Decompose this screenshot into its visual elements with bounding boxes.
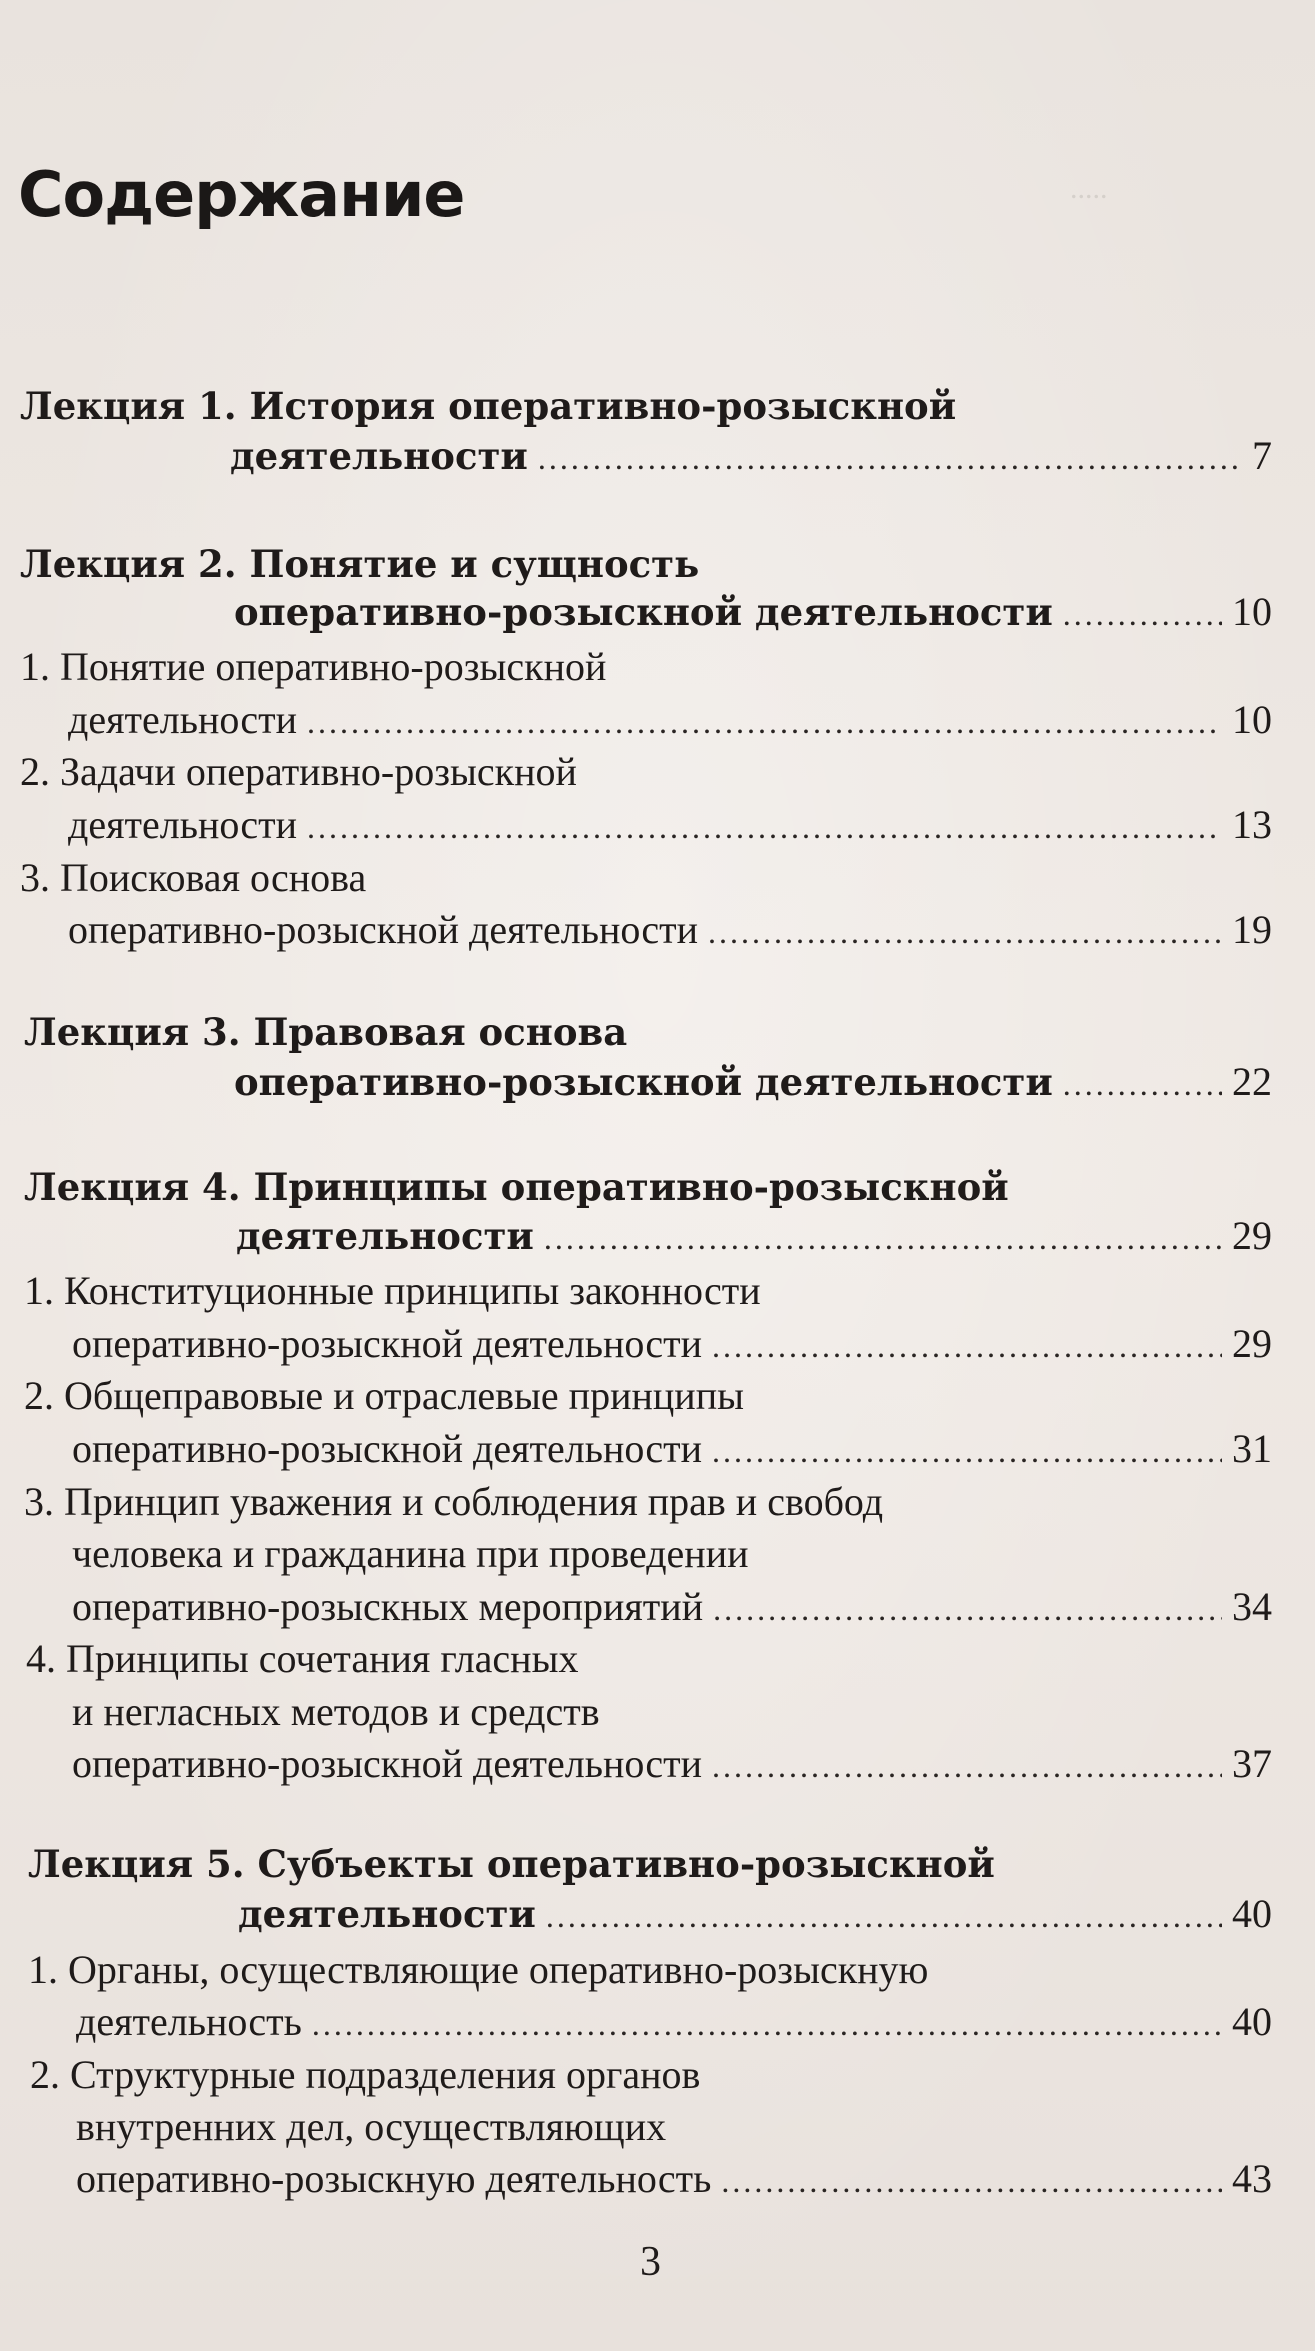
entry-text: оперативно-розыскной деятельности [72,1741,703,1786]
toc-entry-lecture-4-line1: Лекция 4. Принципы оперативно-розыскной [24,1165,1009,1209]
toc-entry-5-2-line2: внутренних дел, осуществляющих [76,2104,667,2149]
toc-entry-5-2-line3 [76,2153,1272,2207]
page-ref: 13 [1232,802,1272,847]
dot-leader [712,1425,1222,1477]
dot-leader [312,1998,1222,2050]
entry-text: оперативно-розыскной деятельности [234,590,1053,634]
entry-text: оперативно-розыскной деятельности [72,1426,703,1471]
page-number: 3 [640,2239,661,2285]
page-ref: 10 [1232,589,1272,634]
toc-entry-2-2-line2 [68,799,1272,853]
page-ref: 22 [1232,1059,1272,1104]
toc-entry-4-3-line1: 3. Принцип уважения и соблюдения прав и свобод [24,1479,884,1524]
toc-entry-4-4-line3 [72,1738,1272,1792]
entry-text: деятельности [68,802,297,847]
entry-text: деятельности [68,697,297,742]
page-ref: 34 [1232,1584,1272,1629]
toc-entry-2-1-line2 [68,694,1272,748]
dot-leader [307,696,1222,748]
toc-entry-lecture-1-line2 [230,430,1272,484]
page-ref: 29 [1232,1321,1272,1366]
entry-text: оперативно-розыскную деятельность [76,2156,712,2201]
toc-entry-2-1-line1: 1. Понятие оперативно-розыскной [20,644,607,689]
entry-text: деятельности [230,434,528,478]
toc-entry-4-1-line1: 1. Конституционные принципы законности [24,1268,761,1313]
toc-entry-4-2-line1: 2. Общеправовые и отраслевые принципы [24,1373,744,1418]
entry-text: деятельности [238,1892,536,1936]
dot-leader [546,1890,1222,1942]
dot-leader [1063,1058,1222,1110]
dot-leader [538,432,1242,484]
dot-leader [712,1740,1222,1792]
page-ref: 7 [1252,433,1272,478]
toc-entry-4-4-line1: 4. Принципы сочетания гласных [26,1636,579,1681]
show-through-text: ..... [1070,172,1108,205]
dot-leader [307,801,1222,853]
toc-entry-2-2-line1: 2. Задачи оперативно-розыскной [20,749,577,794]
page-ref: 19 [1232,907,1272,952]
page-ref: 37 [1232,1741,1272,1786]
dot-leader [544,1212,1222,1264]
toc-entry-4-3-line2: человека и гражданина при проведении [72,1531,749,1576]
toc-entry-5-2-line1: 2. Структурные подразделения органов [30,2052,701,2097]
dot-leader [713,1583,1222,1635]
toc-entry-lecture-5-line2 [238,1888,1272,1942]
page-ref: 31 [1232,1426,1272,1471]
toc-entry-5-1-line2 [76,1996,1272,2050]
entry-text: оперативно-розыскных мероприятий [72,1584,704,1629]
page-ref: 43 [1232,2156,1272,2201]
entry-text: оперативно-розыскной деятельности [68,907,699,952]
dot-leader [721,2155,1222,2207]
entry-text: деятельности [236,1214,534,1258]
toc-entry-5-1-line1: 1. Органы, осуществляющие оперативно-розыскную [28,1947,929,1992]
toc-entry-2-3-line1: 3. Поисковая основа [20,855,367,900]
toc-entry-4-1-line2 [72,1318,1272,1372]
dot-leader [1063,588,1222,640]
toc-heading: Содержание [18,158,465,231]
toc-entry-4-3-line3 [72,1581,1272,1635]
dot-leader [712,1320,1222,1372]
toc-entry-lecture-2-line2 [234,586,1272,640]
page-ref: 40 [1232,1999,1272,2044]
toc-entry-lecture-3-line1: Лекция 3. Правовая основа [24,1010,628,1054]
entry-text: оперативно-розыскной деятельности [72,1321,703,1366]
toc-entry-lecture-4-line2 [236,1210,1272,1264]
page-ref: 29 [1232,1213,1272,1258]
toc-entry-4-2-line2 [72,1423,1272,1477]
toc-entry-lecture-3-line2 [234,1056,1272,1110]
toc-entry-2-3-line2 [68,904,1272,958]
toc-entry-lecture-5-line1: Лекция 5. Субъекты оперативно-розыскной [28,1842,995,1886]
toc-entry-4-4-line2: и негласных методов и средств [72,1689,600,1734]
dot-leader [708,906,1222,958]
entry-text: оперативно-розыскной деятельности [234,1060,1053,1104]
toc-entry-lecture-1-line1: Лекция 1. История оперативно-розыскной [20,384,957,428]
entry-text: деятельность [76,1999,302,2044]
toc-entry-lecture-2-line1: Лекция 2. Понятие и сущность [20,542,700,586]
page-ref: 10 [1232,697,1272,742]
page-ref: 40 [1232,1891,1272,1936]
